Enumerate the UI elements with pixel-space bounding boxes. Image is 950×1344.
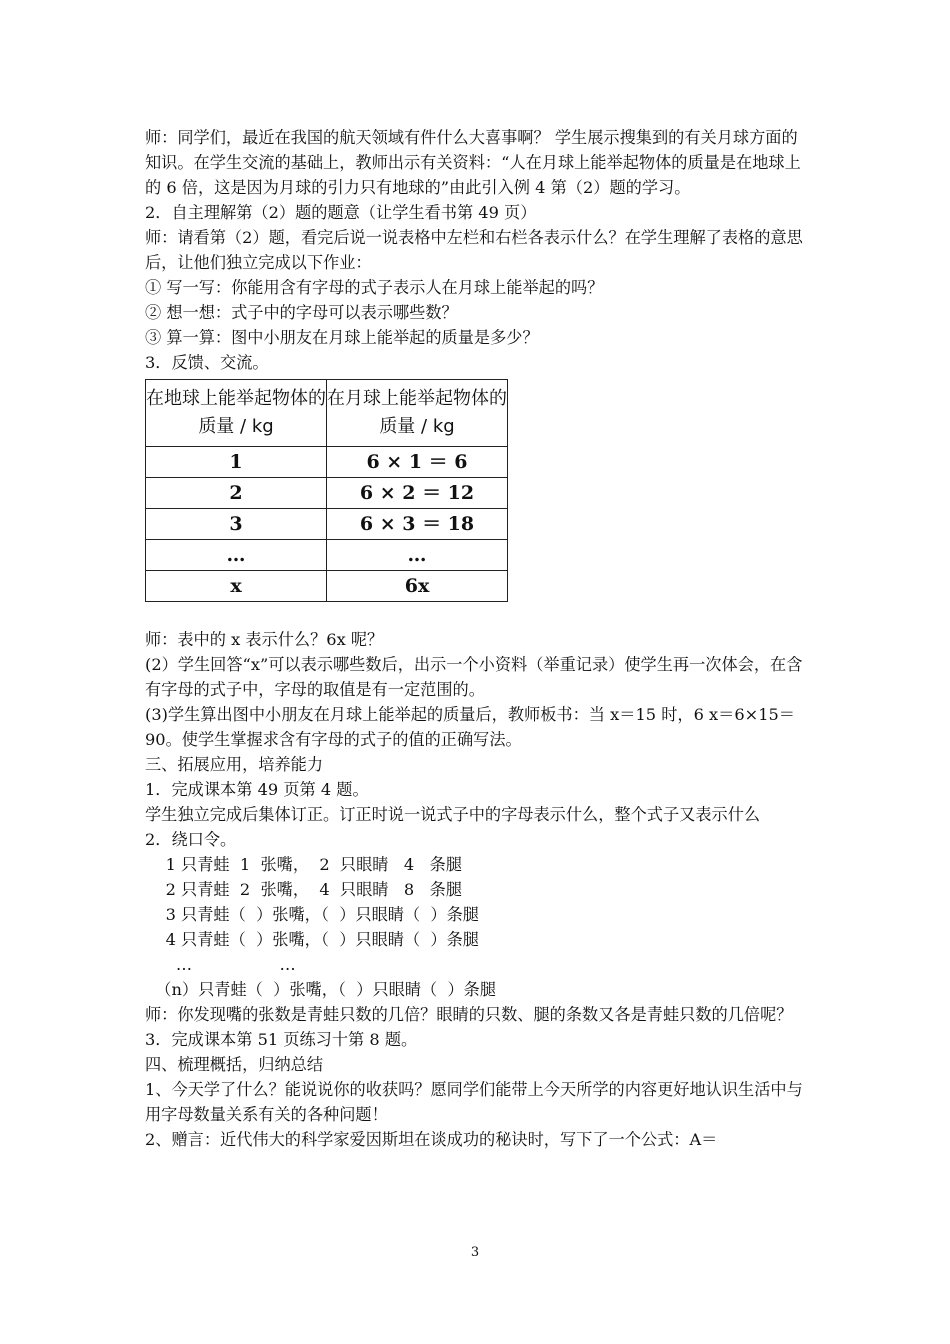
paragraph: 3．反馈、交流。 bbox=[145, 353, 269, 372]
table-cell: x bbox=[146, 571, 327, 602]
tongue-twister-line: 3 只青蛙（ ）张嘴，（ ）只眼睛（ ）条腿 bbox=[145, 905, 479, 924]
paragraph: 1．完成课本第 49 页第 4 题。 bbox=[145, 780, 369, 799]
paragraph: 1、今天学了什么？能说说你的收获吗？愿同学们能带上今天所学的内容更好地认识生活中与用字母数量关系有关的各种问题！ bbox=[145, 1080, 803, 1124]
table-cell: … bbox=[327, 540, 508, 571]
table-cell: … bbox=[146, 540, 327, 571]
paragraph: 2、赠言：近代伟大的科学家爱因斯坦在谈成功的秘诀时，写下了一个公式：A＝ bbox=[145, 1130, 718, 1149]
tongue-twister-line: 2 只青蛙 2 张嘴， 4 只眼睛 8 条腿 bbox=[145, 880, 463, 899]
table-cell: 3 bbox=[146, 509, 327, 540]
tongue-twister-line: （n）只青蛙（ ）张嘴，（ ）只眼睛（ ）条腿 bbox=[145, 980, 497, 999]
page-number: 3 bbox=[470, 1245, 480, 1260]
paragraph: 2．绕口令。 bbox=[145, 830, 237, 849]
table-header-earth: 在地球上能举起物体的质量 / kg bbox=[146, 380, 327, 447]
paragraph: 师：表中的 x 表示什么？6x 呢？ bbox=[145, 630, 384, 649]
paragraph: 3．完成课本第 51 页练习十第 8 题。 bbox=[145, 1030, 418, 1049]
paragraph: 2．自主理解第（2）题的题意（让学生看书第 49 页） bbox=[145, 203, 537, 222]
section-heading: 四、梳理概括，归纳总结 bbox=[145, 1055, 324, 1074]
paragraph: 学生独立完成后集体订正。订正时说一说式子中的字母表示什么，整个式子又表示什么 bbox=[145, 805, 761, 824]
table-row bbox=[146, 509, 508, 540]
table-row bbox=[146, 478, 508, 509]
paragraph: 师：同学们，最近在我国的航天领域有件什么大喜事啊？ 学生展示搜集到的有关月球方面的知识。在学生交流的基础上，教师出示有关资料：“人在月球上能举起物体的质量是在地球上的 6 倍，这是因为月球的引力只有地球的”由此引入例 4 第（2）题的学习。 bbox=[145, 128, 801, 197]
table-row bbox=[146, 447, 508, 478]
tongue-twister-line: … … bbox=[145, 955, 296, 974]
table-row bbox=[146, 571, 508, 602]
paragraph: 师：请看第（2）题，看完后说一说表格中左栏和右栏各表示什么？在学生理解了表格的意思后，让他们独立完成以下作业： bbox=[145, 228, 803, 272]
paragraph: ③ 算一算：图中小朋友在月球上能举起的质量是多少？ bbox=[145, 328, 539, 347]
table-header-row bbox=[146, 380, 508, 447]
table-row bbox=[146, 540, 508, 571]
paragraph: ② 想一想：式子中的字母可以表示哪些数？ bbox=[145, 303, 458, 322]
paragraph: (2）学生回答“x”可以表示哪些数后，出示一个小资料（举重记录）使学生再一次体会，在含有字母的式子中，字母的取值是有一定范围的。 bbox=[145, 655, 803, 699]
table-cell: 6 × 2 ＝ 12 bbox=[327, 478, 508, 509]
tongue-twister-line: 4 只青蛙（ ）张嘴，（ ）只眼睛（ ）条腿 bbox=[145, 930, 479, 949]
table-cell: 6x bbox=[327, 571, 508, 602]
section-heading: 三、拓展应用，培养能力 bbox=[145, 755, 324, 774]
paragraph: ① 写一写：你能用含有字母的式子表示人在月球上能举起的吗？ bbox=[145, 278, 604, 297]
paragraph: 师：你发现嘴的张数是青蛙只数的几倍？眼睛的只数、腿的条数又各是青蛙只数的几倍呢？ bbox=[145, 1005, 793, 1024]
table-cell: 1 bbox=[146, 447, 327, 478]
mass-comparison-table bbox=[145, 379, 508, 602]
table-cell: 6 × 1 ＝ 6 bbox=[327, 447, 508, 478]
table-cell: 6 × 3 ＝ 18 bbox=[327, 509, 508, 540]
table-header-moon: 在月球上能举起物体的质量 / kg bbox=[327, 380, 508, 447]
table-cell: 2 bbox=[146, 478, 327, 509]
tongue-twister-line: 1 只青蛙 1 张嘴， 2 只眼睛 4 条腿 bbox=[145, 855, 463, 874]
document-body bbox=[145, 125, 810, 1152]
paragraph: (3)学生算出图中小朋友在月球上能举起的质量后，教师板书：当 x＝15 时，6 x＝6×15＝90。使学生掌握求含有字母的式子的值的正确写法。 bbox=[145, 705, 795, 749]
